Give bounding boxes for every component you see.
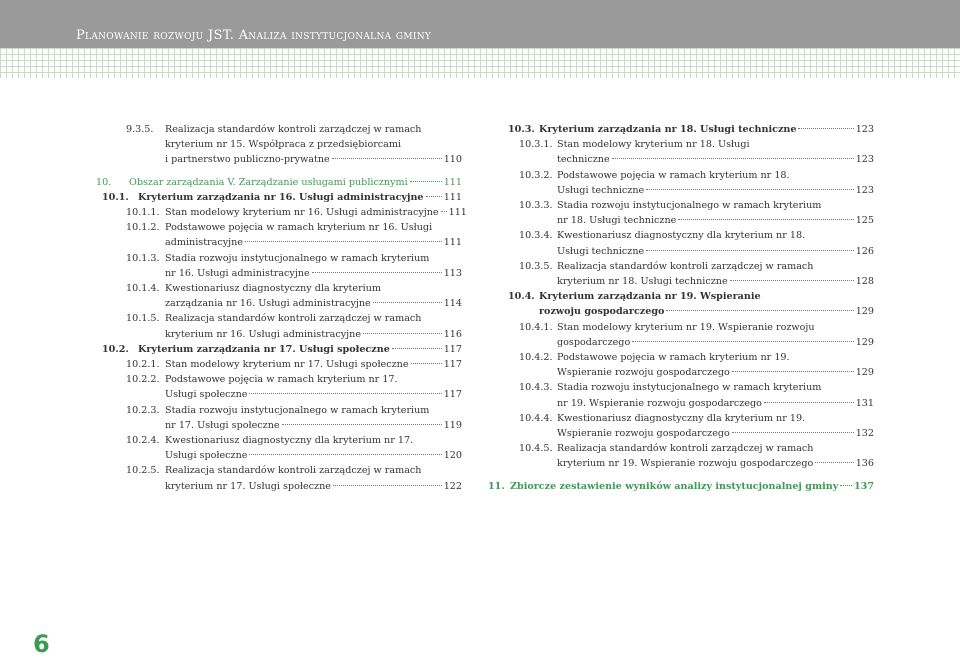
toc-entry[interactable] [488, 320, 874, 350]
toc-page-number: 129 [855, 336, 874, 348]
toc-entry[interactable] [488, 168, 874, 198]
toc-page-number: 131 [855, 397, 874, 409]
toc-spacer [488, 472, 874, 479]
toc-entry-number: 10.4.2. [519, 352, 553, 364]
toc-entry-title: Podstawowe pojęcia w ramach kryterium nr 17. [165, 374, 398, 386]
toc-page-number: 117 [443, 389, 462, 401]
toc-leader-dots [282, 424, 442, 425]
toc-entry-number: 10.1.4. [126, 283, 160, 295]
toc-entry-number: 10.2.2. [126, 374, 160, 386]
toc-entry-title: Stan modelowy kryterium nr 16. Usługi administracyjne [165, 207, 439, 219]
toc-leader-dots [732, 371, 854, 372]
toc-page-number: 111 [443, 176, 462, 188]
toc-leader-dots [646, 189, 854, 190]
toc-entry-title: Kwestionariusz diagnostyczny dla kryterium nr 18. [557, 230, 806, 242]
toc-entry[interactable] [96, 251, 462, 281]
toc-page-number: 119 [443, 419, 462, 431]
toc-entry-number: 10.4.1. [519, 321, 553, 333]
toc-entry-title: Stadia rozwoju instytucjonalnego w ramach kryterium [165, 404, 430, 416]
toc-entry-title: kryterium nr 18. Usługi techniczne [557, 276, 728, 288]
toc-entry[interactable] [488, 122, 874, 137]
toc-leader-dots [245, 241, 442, 242]
toc-leader-dots [798, 128, 853, 129]
toc-entry-title: rozwoju gospodarczego [539, 306, 665, 318]
toc-entry-number: 10.2.3. [126, 404, 160, 416]
toc-entry[interactable] [96, 342, 462, 357]
toc-entry-title: kryterium nr 16. Usługi administracyjne [165, 328, 361, 340]
toc-leader-dots [441, 211, 447, 212]
toc-entry[interactable] [488, 380, 874, 410]
toc-entry-number: 11. [488, 480, 505, 492]
toc-leader-dots [666, 310, 853, 311]
toc-entry-number: 10.2.1. [126, 359, 160, 371]
toc-leader-dots [730, 280, 854, 281]
toc-entry-title: Kryterium zarządzania nr 17. Usługi społeczne [138, 343, 390, 355]
toc-entry-title: Kryterium zarządzania nr 18. Usługi techniczne [539, 124, 797, 135]
toc-leader-dots [249, 454, 441, 455]
toc-entry-title: Zbiorcze zestawienie wyników analizy instytucjonalnej gminy [510, 480, 839, 492]
toc-leader-dots [732, 432, 854, 433]
toc-entry[interactable] [488, 479, 874, 494]
toc-entry-number: 10.3.1. [519, 139, 553, 151]
toc-leader-dots [646, 250, 854, 251]
toc-entry-number: 10.3. [508, 124, 535, 135]
toc-page-number: 137 [853, 480, 874, 492]
toc-entry-number: 10.1.3. [126, 252, 160, 264]
toc-entry-number: 10.2.4. [126, 435, 160, 447]
toc-entry[interactable] [96, 205, 467, 220]
toc-entry-title: Wspieranie rozwoju gospodarczego [557, 367, 730, 379]
toc-entry-title: Realizacja standardów kontroli zarządczej w ramach [165, 313, 422, 325]
toc-entry[interactable] [488, 411, 874, 441]
toc-entry-title: Kryterium zarządzania nr 16. Usługi administracyjne [138, 191, 424, 203]
toc-entry-title: Obszar zarządzania V. Zarządzanie usługami publicznymi [129, 176, 408, 188]
toc-entry-title: Stadia rozwoju instytucjonalnego w ramach kryterium [557, 382, 822, 394]
toc-entry-title: Usługi społeczne [165, 450, 248, 462]
toc-entry-title: nr 18. Usługi techniczne [557, 215, 677, 227]
toc-entry[interactable] [96, 403, 462, 433]
toc-leader-dots [411, 363, 442, 364]
toc-entry[interactable] [96, 175, 462, 190]
toc-entry-number: 10.1. [102, 191, 129, 203]
toc-entry-title: Kryterium zarządzania nr 19. Wspieranie [539, 291, 761, 303]
toc-page-number: 129 [855, 306, 874, 318]
toc-entry[interactable] [96, 190, 462, 205]
toc-page-number: 116 [443, 328, 462, 340]
toc-page-number: 123 [855, 124, 874, 135]
toc-entry-number: 10.3.3. [519, 200, 553, 212]
toc-leader-dots [410, 181, 442, 182]
toc-entry-number: 10.4. [508, 291, 535, 303]
toc-entry-title: Podstawowe pojęcia w ramach kryterium nr 18. [557, 169, 790, 181]
toc-entry-number: 10.2. [102, 343, 129, 355]
toc-entry-number: 10.1.2. [126, 222, 160, 234]
toc-entry-title: nr 19. Wspieranie rozwoju gospodarczego [557, 397, 762, 409]
toc-entry-title: Realizacja standardów kontroli zarządczej w ramach [165, 124, 422, 135]
toc-entry[interactable] [488, 228, 874, 258]
toc-entry-title: Usługi techniczne [557, 184, 645, 196]
toc-entry[interactable] [96, 433, 462, 463]
toc-entry-title: nr 17. Usługi społeczne [165, 419, 280, 431]
toc-entry-title: Kwestionariusz diagnostyczny dla kryterium nr 19. [557, 412, 806, 424]
toc-entry-title: gospodarczego [557, 336, 631, 348]
toc-entry[interactable] [96, 463, 462, 493]
toc-entry-title: Podstawowe pojęcia w ramach kryterium nr 16. Usługi [165, 222, 433, 234]
toc-entry-number: 10.2.5. [126, 465, 160, 477]
toc-page-number: 120 [443, 450, 462, 462]
toc-page-number: 122 [443, 480, 462, 492]
toc-entry-title: kryterium nr 15. Współpraca z przedsiębiorcami [165, 139, 402, 151]
toc-entry-number: 10.3.2. [519, 169, 553, 181]
toc-entry[interactable] [488, 137, 874, 167]
toc-leader-dots [815, 462, 853, 463]
toc-entry-title: Stadia rozwoju instytucjonalnego w ramach kryterium [165, 252, 430, 264]
toc-leader-dots [678, 219, 853, 220]
toc-entry-number: 10.3.5. [519, 260, 553, 272]
toc-leader-dots [333, 485, 442, 486]
toc-leader-dots [612, 158, 854, 159]
toc-page-number: 114 [443, 298, 462, 310]
toc-page-number: 126 [855, 245, 874, 257]
header-title: Planowanie rozwoju JST. Analiza instytucjonalna gminy [76, 28, 432, 43]
toc-entry-title: zarządzania nr 16. Usługi administracyjne [165, 298, 371, 310]
toc-leader-dots [632, 341, 853, 342]
toc-entry-title: Usługi społeczne [165, 389, 248, 401]
toc-entry[interactable] [96, 311, 462, 341]
toc-page-number: 136 [855, 458, 874, 470]
toc-entry-title: Stadia rozwoju instytucjonalnego w ramach kryterium [557, 200, 822, 212]
toc-page-number: 111 [443, 237, 462, 249]
toc-entry-number: 10.4.3. [519, 382, 553, 394]
toc-right-column [488, 122, 874, 494]
toc-entry-number: 10.4.4. [519, 412, 553, 424]
toc-entry-title: nr 16. Usługi administracyjne [165, 267, 310, 279]
toc-entry-title: Stan modelowy kryterium nr 19. Wspieranie rozwoju [557, 321, 815, 333]
toc-leader-dots [312, 272, 442, 273]
toc-entry-title: Wspieranie rozwoju gospodarczego [557, 428, 730, 440]
toc-entry-title: administracyjne [165, 237, 243, 249]
toc-entry-title: Usługi techniczne [557, 245, 645, 257]
toc-page-number: 123 [855, 154, 874, 166]
toc-leader-dots [363, 333, 442, 334]
toc-entry[interactable] [488, 198, 874, 228]
toc-entry[interactable] [96, 357, 462, 372]
toc-entry-title: Realizacja standardów kontroli zarządczej w ramach [557, 260, 814, 272]
page-header [0, 0, 960, 78]
toc-entry[interactable] [488, 259, 874, 289]
toc-entry-title: kryterium nr 19. Wspieranie rozwoju gospodarczego [557, 458, 814, 470]
toc-entry-title: Stan modelowy kryterium nr 17. Usługi społeczne [165, 359, 409, 371]
toc-page-number: 110 [443, 154, 462, 166]
toc-leader-dots [392, 348, 442, 349]
toc-leader-dots [249, 393, 441, 394]
toc-page-number: 132 [855, 428, 874, 440]
toc-page-number: 125 [855, 215, 874, 227]
toc-entry[interactable] [96, 220, 462, 250]
toc-entry[interactable] [488, 350, 874, 380]
toc-leader-dots [764, 402, 854, 403]
toc-page-number: 128 [855, 276, 874, 288]
toc-entry[interactable] [96, 122, 462, 168]
toc-entry-number: 10. [96, 176, 112, 188]
toc-entry-number: 10.1.5. [126, 313, 160, 325]
toc-entry-title: Realizacja standardów kontroli zarządczej w ramach [165, 465, 422, 477]
toc-page-number: 123 [855, 184, 874, 196]
toc-entry[interactable] [488, 441, 874, 471]
toc-entry-title: techniczne [557, 154, 610, 166]
toc-spacer [96, 168, 462, 175]
toc-left-column [96, 122, 467, 494]
toc-entry-title: Kwestionariusz diagnostyczny dla kryterium [165, 283, 381, 295]
toc-entry-title: Podstawowe pojęcia w ramach kryterium nr 19. [557, 352, 790, 364]
toc-entry-number: 10.1.1. [126, 207, 160, 219]
toc-page-number: 113 [443, 267, 462, 279]
toc-page-number: 111 [443, 191, 462, 203]
toc-entry-title: Stan modelowy kryterium nr 18. Usługi [557, 139, 750, 151]
toc-page-number: 117 [443, 343, 462, 355]
toc-entry-number: 10.4.5. [519, 443, 553, 455]
toc-leader-dots [426, 196, 442, 197]
toc-entry-title: i partnerstwo publiczno-prywatne [165, 154, 330, 166]
toc-entry[interactable] [488, 289, 874, 319]
toc-entry-title: kryterium nr 17. Usługi społeczne [165, 480, 331, 492]
toc-entry[interactable] [96, 372, 462, 402]
toc-leader-dots [332, 158, 442, 159]
toc-leader-dots [373, 302, 442, 303]
toc-entry[interactable] [96, 281, 462, 311]
page-number: 6 [33, 630, 50, 658]
toc-entry-number: 10.3.4. [519, 230, 553, 242]
toc-page-number: 117 [443, 359, 462, 371]
toc-leader-dots [840, 485, 852, 486]
toc-entry-number: 9.3.5. [126, 124, 154, 135]
toc-entry-title: Kwestionariusz diagnostyczny dla kryterium nr 17. [165, 435, 414, 447]
toc-page-number: 129 [855, 367, 874, 379]
toc-entry-title: Realizacja standardów kontroli zarządczej w ramach [557, 443, 814, 455]
toc-page-number: 111 [448, 207, 467, 219]
